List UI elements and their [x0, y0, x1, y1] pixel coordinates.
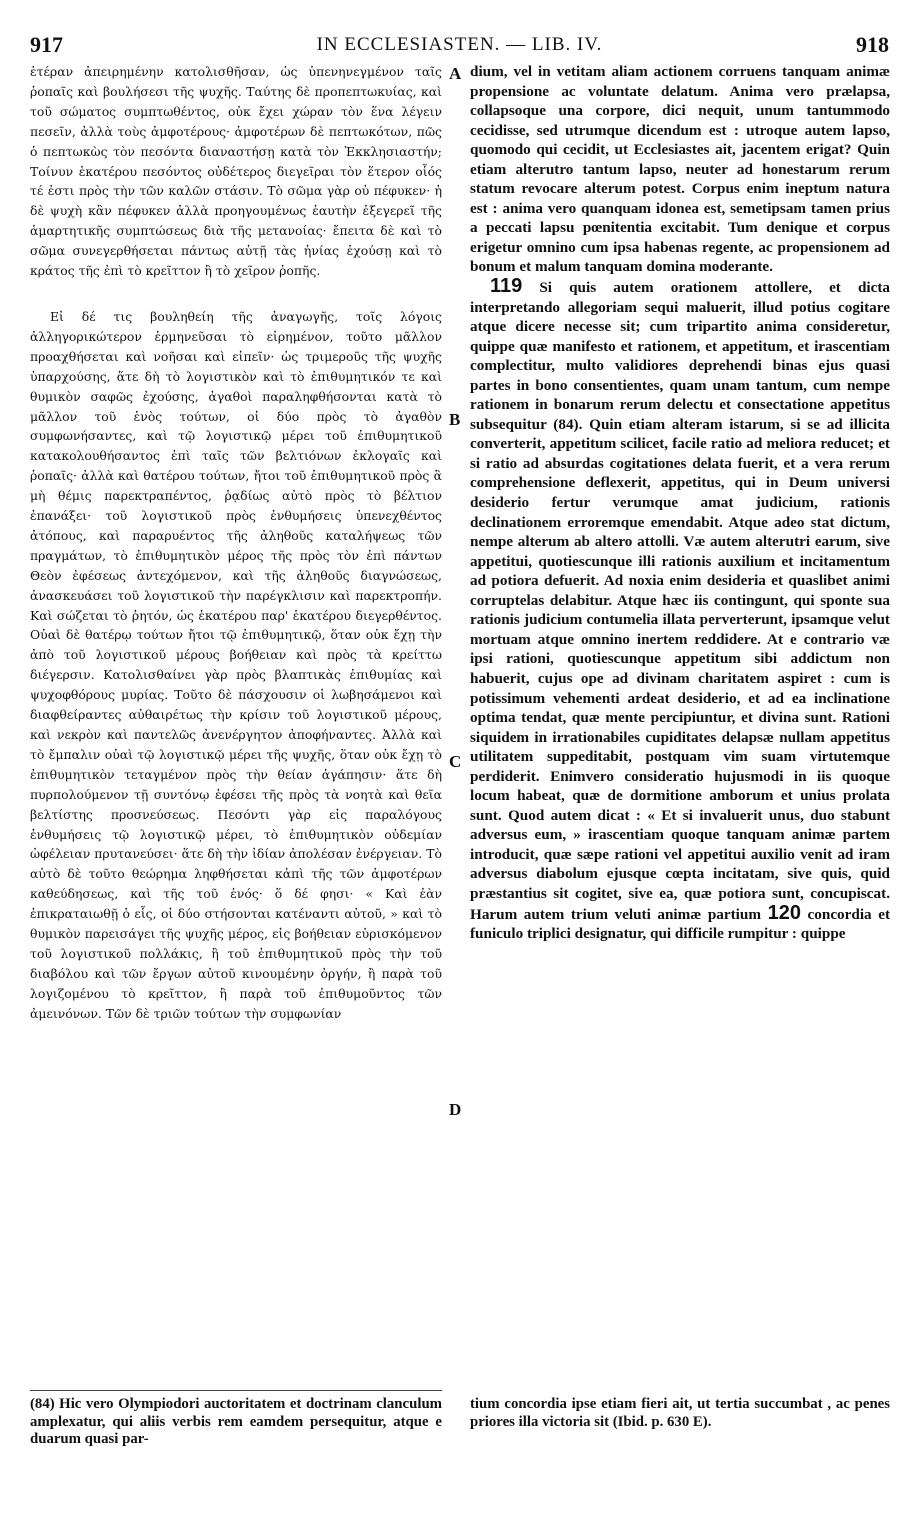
- running-title: IN ECCLESIASTEN. — LIB. IV.: [316, 34, 603, 55]
- latin-paragraph-2-end: concordia et funiculo triplici designatur, qui difficile rumpitur : quippe: [470, 905, 890, 943]
- greek-paragraph-2: Εἰ δέ τις βουληθείη τῆς ἀναγωγῆς, τοῖς λόγοις ἀλληγορικώτερον ἑρμηνεῦσαι τὸ εἰρημένον, τοῦτο μᾶλλον προαχθήσεται καὶ νοῆσαι καὶ εἰπεῖν· ὡς τριμεροῦς τῆς ψυχῆς ὑπαρχούσης, ἅτε δὴ τὸ λογιστικὸν καὶ τὸ ἐπιθυμητικόν τε καὶ θυμικὸν σαφῶς ἐχούσης, ἀγαθοὶ παραληφθήσονται κατὰ τὸ μᾶλλον τοῦ ἑνὸς τούτων, οἱ δύο πρὸς τὸ ἀγαθὸν συμφωνήσαντες, καὶ τῷ λογιστικῷ μέρει τοῦ ἐπιθυμητικοῦ κατακολουθήσαντος ἐπὶ ταῖς τῶν βελτιόνων ἐκλογαῖς καὶ ῥοπαῖς· ἀλλὰ καὶ θατέρου τούτων, ἤτοι τοῦ ἐπιθυμητικοῦ πρὸς ἃ μὴ θέμις παρεκτραπέντος, ῥᾳδίως αὐτὸ πρὸς τὸ βέλτιον ἐπανάξει· τοῦ λογιστικοῦ πρὸς ἐνθυμήσεις ὑπενεχθέντος ἀτόπους, καὶ παραρυέντος τῆς ἀληθοῦς καταλήψεως τῶν πραγμάτων, τὸ ἐπιθυμητικὸν μέρος τῆς πρὸς τὸν ἐπὶ πάντων Θεὸν ἐφέσεως ἀντεχόμενον, καὶ τῆς ἀληθοῦς διαγνώσεως, ἀνασκευάσει τοῦ λογιστικοῦ τὴν παρέγκλισιν καὶ παρεκτροπήν. Καὶ σώζεται τὸ ῥητόν, ὡς ἑκατέρου παρ' ἑκατέρου διεγερθέντος. Οὐαὶ δὲ θατέρῳ τούτων ἤτοι τῷ ἐπιθυμητικῷ, ὅταν οὐκ ἔχῃ τὴν ἀπὸ τοῦ λογιστικοῦ μέρους βοήθειαν καὶ πρὸς τὰ κρείττω διέγερσιν. Κατολισθαίνει γὰρ πρὸς βλαπτικὰς ἐπιθυμίας καὶ ψυχοφθόρους μυρίας. Τοῦτο δὲ πάσχουσιν οἱ λωβησάμενοι καὶ διαφθείραντες αὐθαιρέτως τὴν κρίσιν τοῦ λογιστικοῦ μέρους, καὶ νεκρὸν καὶ παντελῶς ἀνενέργητον ἀποφήναντες. Ἀλλὰ καὶ τὸ ἔμπαλιν οὐαὶ τῷ λογιστικῷ μέρει τῆς ψυχῆς, ὅταν οὐκ ἔχῃ τὸ ἐπιθυμητικὸν τεταγμένον πρὸς τὴν θείαν ἀγάπησιν· ἅτε δὴ πυρπολούμενον τῇ συντόνῳ ἐφέσει τῆς πρὸς τὰ νοητὰ καὶ θεῖα βελτίστης προσνεύσεως. Πεσόντι γὰρ εἰς παραλόγους ἐνθυμήσεις τῷ λογιστικῷ μέρει, τὸ ἐπιθυμητικὸν οὐδεμίαν ὠφέλειαν πρυτανεύσει· ἅτε δὴ τὴν ἰδίαν ἀπολέσαν ἐνέργειαν. Τὸ αὐτὸ δὲ τοῦτο θεώρημα ληφθήσεται κἀπὶ τῆς τῶν ἀμφοτέρων καθεύδησεως, καὶ τῆς τοῦ ἑνός· ὅ δέ φησι· « Καὶ ἐὰν ἐπικραταιωθῇ ὁ εἷς, οἱ δύο στήσονται κατέναντι αὐτοῦ, » καὶ τὸ θυμικὸν παρεισάγει τῆς ψυχῆς μέρος, εἰς βοήθειαν εὑρισκόμενον τοῦ λογιστικοῦ πολλάκις, ἢ τοῦ ἐπιθυμητικοῦ πρὸς τὴν τοῦ διαβόλου καὶ τῶν ἔργων αὐτοῦ κινουμένην ὀργήν, ἢ παρὰ τοῦ λογιζομένου τὸ κρεῖττον, ἢ παρὰ τοῦ ἐπιθυμοῦντος τῶν ἀμεινόνων. Τῶν δὲ τριῶν τούτων τὴν συμφωνίαν: [30, 308, 442, 1021]
- section-number-119: 119: [490, 275, 523, 298]
- left-page-number: 917: [30, 32, 63, 57]
- margin-marker-d: D: [449, 1100, 462, 1119]
- footnote-left: (84) Hic vero Olympiodori auctoritatem et doctrinam clanculum amplexatur, qui aliis verbis rem eamdem persequitur, atque e duarum quasi par-: [30, 1396, 442, 1448]
- latin-column: [470, 62, 890, 1384]
- margin-marker-b: B: [449, 410, 461, 429]
- margin-marker-c: C: [449, 752, 462, 771]
- greek-paragraph-1: ἑτέραν ἀπειρημένην κατολισθῆσαν, ὡς ὑπενηνεγμένον ταῖς ῥοπαῖς καὶ βουλήσεσι τῆς ψυχῆς. Ταύτης δὲ προπεπτωκυίας, καὶ τοῦ σώματος συμπτωθέντος, οὐκ ἔχει χώραν τὸν ἕνα λέγειν πεσεῖν, ἀλλὰ τοὺς ἀμφοτέρους· ἀμφοτέρων δὲ πεπτωκότων, πῶς ὁ πεπτωκὼς τὸν πεσόντα διαναστήσῃ κατὰ τὸν Ἐκκλησιαστήν; Τοίνυν ἑκατέρου πεσόντος οὐδέτερος διεγεῖραι τὸν ἕτερον οἷός τέ ἐστι πρὸς τὴν τῶν καλῶν στάσιν. Τὸ σῶμα γὰρ οὐ πέφυκεν· ἡ δὲ ψυχὴ κἂν πέφυκεν ἀλλὰ προηγουμένως ἑαυτὴν ἐξεγερεῖ τῆς ἁμαρτητικῆς συμπτώσεως διὰ τῆς μετανοίας· ἔπειτα δὲ καὶ τὸ σῶμα συνεγερθήσεται πάντως αὐτῇ τὰς ἡνίας ἐχούσῃ καὶ τὸ κράτος τῆς ἐπὶ τὸ κρεῖττον ἢ τὸ χεῖρον ῥοπῆς.: [30, 64, 442, 279]
- latin-paragraph-2-text: Si quis autem orationem attollere, et dicta interpretando allegoriam sequi maluerit, illud potius cogitare atque dicere necesse sit; cum tripartito anima consideretur, quippe quæ manifesto et rationem, et appetitum, et irascentiam complectitur, multo validiores deprehendi binas ejus quasi partes in bono consentientes, quam unam tantum, cum nempe rationem in bonarum rerum delectu et consectatione appetitus subsequitur (84). Quin etiam alteram istarum, si se ad illicita converterit, appetitum scilicet, facile ratio ad meliora reducet; et si ratio ad absurdas cogitationes delata fuerit, et a vera rerum comprehensione deflexerit, appetitus, qui in Deum universi desiderio fertur verumque amat judicium, rationis declinationem erroremque emendabit. Atque adeo stat dictum, nempe alterum ab altero attolli. Væ autem alterutri earum, sive appetitui, quotiescunque illi rationis auxilium et incitamentum ad potiora defuerit. Ad noxia enim desideria et quaslibet animi corruptelas delabitur. Atque hæc iis contingunt, qui sponte sua rationis judicium contumelia illata perverterunt, ipsamque velut mortuam atque omnino inertem reddidere. At e contrario væ ipsi rationi, quotiescunque appetitum sibi addictum non habuerit, cujus ope ad divinam charitatem aspiret : cum is potissimum vehementi ardeat desiderio, et ad ea inclinatione optima tendat, quæ mente percipiuntur, et divina sunt. Rationi siquidem in irrationabiles cupiditates delapsæ nullam appetitus utilitatem suppeditabit, postquam vim suam virtutemque perdiderit. Enimvero consideratio hujusmodi in iis quoque locum habeat, quæ de dormitione amborum et unius prolata sunt. Quod autem dicat : « Et si invaluerit unus, duo stabunt adversus eum, » irascentiam quoque tanquam animæ partem introducit, quæ sæpe rationi vel appetitui auxilio venit ad iram adversus diabolum ejusque cœpta incitatam, sive quis, quid præstantius sit cogitet, sive ea, quæ potiora sunt, concupiscat. Harum autem trium veluti animæ partium: [470, 279, 890, 923]
- section-number-120: 120: [767, 901, 801, 924]
- latin-paragraph-2: [470, 277, 890, 944]
- greek-column: [30, 62, 442, 1384]
- margin-marker-a: A: [449, 64, 462, 83]
- right-page-number: 918: [856, 32, 889, 57]
- running-header: [30, 28, 889, 58]
- footnote-rule: [30, 1390, 442, 1391]
- latin-paragraph-1: dium, vel in vetitam aliam actionem corruens tanquam animæ propensione ac voluntate delatum. Anima vero prælapsa, collapsoque una corpore, dici nequit, unum tantummodo cecidisse, sed utrumque dicendum est : utroque autem lapso, quomodo qui cecidit, ut Ecclesiastes ait, jacentem erigat? Quin etiam alterutro tantum lapso, neuter ad honestarum rerum statum revocare alterum potest. Corpus enim ineptum natura est : anima vero quanquam idonea est, semetipsam tamen prius a peccati lapsu pœnitentia excitabit. Tum denique et corpus erigetur omnino cum ipsa habenas regente, ac propensionem ad bonum et malum tanquam domina moderante.: [470, 63, 890, 276]
- footnote-right: tium concordia ipse etiam fieri ait, ut tertia succumbat , ac penes priores illa victoria sit (Ibid. p. 630 E).: [470, 1396, 890, 1430]
